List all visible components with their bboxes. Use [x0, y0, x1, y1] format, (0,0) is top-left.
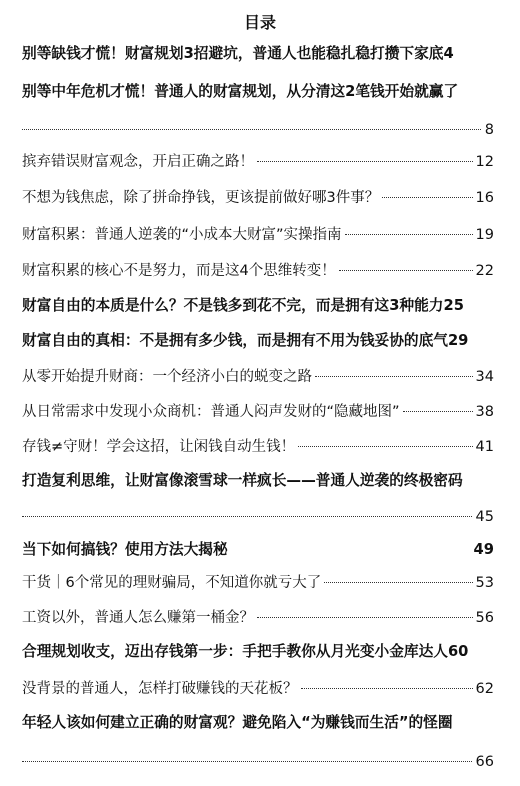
toc-entry-page: 56: [475, 610, 494, 626]
toc-entry[interactable]: [22, 642, 502, 662]
dot-leader: [22, 516, 472, 517]
toc-entry-page: 34: [475, 369, 494, 385]
toc-entry[interactable]: [22, 82, 502, 102]
toc-entry-title: 摈弃错误财富观念，开启正确之路！: [22, 154, 254, 170]
toc-entry[interactable]: [22, 713, 502, 733]
dot-leader: [382, 197, 472, 198]
toc-entry[interactable]: [22, 679, 494, 699]
toc-entry-title: 工资以外，普通人怎么赚第一桶金？: [22, 610, 254, 626]
dot-leader: [301, 688, 473, 689]
toc-entry[interactable]: [22, 331, 502, 351]
toc-entry[interactable]: [22, 608, 494, 628]
toc-entry-title: 从零开始提升财商：一个经济小白的蜕变之路: [22, 369, 312, 385]
dot-leader: [403, 411, 473, 412]
toc-entry-title: 打造复利思维，让财富像滚雪球一样疯长——普通人逆袭的终极密码: [22, 472, 463, 489]
dot-leader: [339, 270, 473, 271]
toc-entry-page: 38: [475, 404, 494, 420]
toc-entry-page: 62: [475, 681, 494, 697]
toc-entry-title: 干货｜6个常见的理财骗局，不知道你就亏大了: [22, 575, 322, 591]
toc-entry-title: 没背景的普通人，怎样打破赚钱的天花板？: [22, 681, 298, 697]
toc-entry[interactable]: [22, 367, 494, 387]
toc-entry-page: 49: [473, 541, 494, 558]
toc-entry-title: 从日常需求中发现小众商机：普通人闷声发财的“隐藏地图”: [22, 404, 400, 420]
dot-leader: [22, 129, 481, 130]
toc-entry-page: 25: [443, 297, 464, 314]
toc-entry-title: 合理规划收支，迈出存钱第一步：手把手教你从月光变小金库达人: [22, 643, 448, 660]
toc-entry-title: 财富自由的本质是什么？不是钱多到花不完，而是拥有这3种能力: [22, 297, 444, 314]
toc-entry-page: 22: [475, 263, 494, 279]
toc-entry-title: 年轻人该如何建立正确的财富观？避免陷入“为赚钱而生活”的怪圈: [22, 714, 453, 731]
toc-entry-title: 别等中年危机才慌！普通人的财富规划，从分清这2笔钱开始就赢了: [22, 83, 459, 100]
toc-entry-page: 29: [447, 332, 469, 349]
dot-leader: [257, 617, 473, 618]
toc-entry[interactable]: [22, 44, 502, 64]
toc-entry[interactable]: [22, 540, 494, 560]
toc-entry[interactable]: [22, 471, 502, 491]
toc-entry-page: 19: [475, 227, 494, 243]
toc-entry-page: 16: [475, 190, 494, 206]
toc-entry[interactable]: [22, 573, 494, 593]
dot-leader: [298, 446, 472, 447]
toc-entry-leader: [22, 120, 494, 140]
toc-entry-title: 别等缺钱才慌！财富规划3招避坑，普通人也能稳扎稳打攒下家底: [22, 45, 444, 62]
dot-leader: [315, 376, 473, 377]
dot-leader: [345, 234, 473, 235]
toc-entry[interactable]: [22, 296, 502, 316]
toc-entry-page: 45: [475, 509, 494, 525]
toc-entry-title: 不想为钱焦虑，除了拼命挣钱，更该提前做好哪3件事？: [22, 190, 380, 206]
toc-entry-page: 12: [475, 154, 494, 170]
dot-leader: [257, 161, 473, 162]
toc-entry-page: 4: [443, 45, 454, 62]
toc-entry-page: 66: [475, 754, 494, 770]
toc-entry[interactable]: [22, 261, 494, 281]
toc-entry-title: 存钱≠守财！学会这招，让闲钱自动生钱！: [22, 439, 296, 455]
toc-entry[interactable]: [22, 225, 494, 245]
toc-entry[interactable]: [22, 402, 494, 422]
toc-entry-title: 财富积累的核心不是努力，而是这4个思维转变！: [22, 263, 336, 279]
toc-entry-title: 财富自由的真相：不是拥有多少钱，而是拥有不用为钱妥协的底气: [22, 332, 448, 349]
toc-entry-page: 41: [475, 439, 494, 455]
toc-entry-page: 8: [484, 122, 494, 138]
toc-entry[interactable]: [22, 152, 494, 172]
toc-entry-leader: [22, 507, 494, 527]
toc-entry-page: 53: [475, 575, 494, 591]
toc-entry[interactable]: [22, 437, 494, 457]
dot-leader: [231, 549, 471, 550]
toc-entry-title: 当下如何搞钱？使用方法大揭秘: [22, 541, 228, 558]
dot-leader: [324, 582, 472, 583]
dot-leader: [22, 761, 472, 762]
page-title: 目录: [243, 13, 276, 32]
toc-entry-page: 60: [447, 643, 469, 660]
toc-entry[interactable]: [22, 188, 494, 208]
toc-entry-title: 财富积累：普通人逆袭的“小成本大财富”实操指南: [22, 227, 342, 243]
toc-entry-leader: [22, 752, 494, 772]
